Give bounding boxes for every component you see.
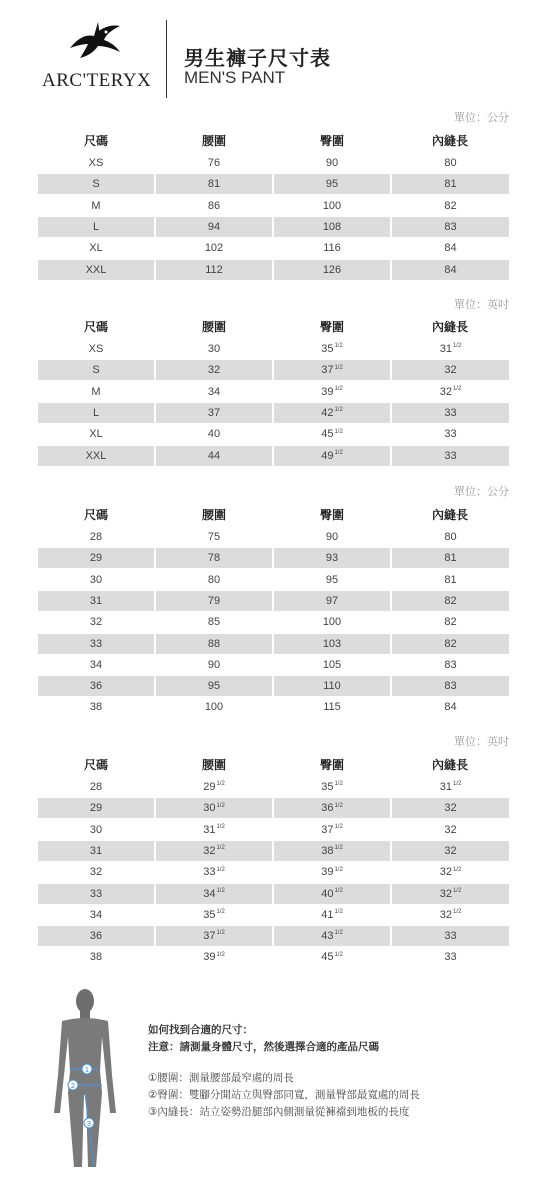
cell-size: 36	[38, 926, 154, 946]
table-row	[38, 217, 509, 237]
header-hip: 臀圍	[319, 508, 344, 522]
cell-size: 28	[89, 781, 103, 793]
cell-inseam: 84	[444, 242, 457, 255]
cell-size: 32	[89, 866, 103, 879]
header-divider	[166, 20, 167, 98]
table-row	[38, 382, 509, 402]
cell-inseam: $31^{1/2}$	[439, 343, 462, 355]
cell-size: XL	[89, 242, 103, 255]
cell-waist: $30^{1/2}$	[156, 798, 272, 818]
half-fraction: 1/2	[334, 364, 343, 371]
table-row	[38, 841, 509, 861]
header-waist: 腰圍	[201, 758, 226, 772]
half-fraction: 1/2	[216, 866, 225, 873]
page-title-zh: 男生褲子尺寸表	[184, 46, 331, 70]
cell-hip: $45^{1/2}$	[321, 428, 343, 441]
table-row	[38, 777, 509, 797]
svg-text:1: 1	[84, 1066, 90, 1074]
half-fraction: 1/2	[452, 887, 462, 894]
half-fraction: 1/2	[334, 866, 343, 873]
header-size: 尺碼	[83, 134, 108, 148]
cell-hip: 103	[274, 634, 390, 654]
page-title-en: MEN'S PANT	[184, 68, 286, 87]
guide-note: 注意：請測量身體尺寸，然後選擇合適的產品尺碼	[148, 1041, 379, 1053]
cell-waist: 37	[156, 403, 272, 423]
header-waist: 腰圍	[201, 508, 226, 522]
table-row	[38, 548, 509, 568]
cell-size: M	[91, 385, 101, 398]
table-row	[38, 612, 509, 632]
cell-waist: $34^{1/2}$	[156, 884, 272, 904]
cell-inseam: 82	[392, 591, 509, 611]
cell-hip: 116	[323, 242, 341, 255]
cell-size: 29	[38, 798, 154, 818]
half-fraction: 1/2	[216, 909, 225, 916]
cell-inseam: 80	[444, 531, 457, 543]
header-hip: 臀圍	[319, 758, 344, 772]
table-row	[38, 196, 509, 216]
cell-hip: 100	[322, 199, 342, 212]
cell-waist: 30	[207, 343, 221, 355]
cell-hip: 108	[274, 217, 390, 237]
table-row	[38, 884, 509, 904]
half-fraction: 1/2	[334, 802, 343, 809]
cell-waist: 80	[207, 573, 221, 586]
cell-inseam: 80	[444, 157, 457, 169]
cell-waist: $31^{1/2}$	[203, 823, 225, 836]
cell-inseam: 33	[392, 926, 509, 946]
unit-label: 單位：英吋	[454, 735, 509, 748]
table-row	[38, 697, 509, 717]
cell-hip: $39^{1/2}$	[321, 866, 343, 879]
half-fraction: 1/2	[216, 887, 225, 894]
header-size: 尺碼	[83, 508, 108, 522]
table-row	[38, 591, 509, 611]
cell-inseam: 82	[444, 199, 457, 212]
cell-size: L	[38, 217, 154, 237]
cell-size: 32	[89, 616, 103, 629]
cell-hip: 95	[325, 573, 339, 586]
half-fraction: 1/2	[334, 930, 343, 937]
cell-waist: 44	[156, 446, 272, 466]
cell-inseam: 83	[392, 217, 509, 237]
cell-size: 33	[38, 634, 154, 654]
cell-waist: $35^{1/2}$	[203, 908, 225, 921]
cell-hip: $38^{1/2}$	[274, 841, 390, 861]
half-fraction: 1/2	[452, 781, 462, 788]
table-row	[38, 339, 509, 359]
half-fraction: 1/2	[452, 909, 462, 916]
cell-inseam: 32	[392, 841, 509, 861]
cell-hip: $43^{1/2}$	[274, 926, 390, 946]
half-fraction: 1/2	[216, 951, 225, 958]
cell-size: 29	[38, 548, 154, 568]
cell-size: XXL	[38, 260, 154, 280]
cell-inseam: 33	[392, 446, 509, 466]
cell-size: 34	[89, 658, 103, 671]
table-row	[38, 174, 509, 194]
cell-hip: $40^{1/2}$	[274, 884, 390, 904]
header-hip: 臀圍	[319, 134, 344, 148]
cell-hip: $45^{1/2}$	[321, 951, 343, 964]
cell-waist: $39^{1/2}$	[203, 951, 225, 964]
cell-size: 30	[89, 573, 103, 586]
cell-waist: 90	[207, 658, 221, 671]
cell-waist: 86	[207, 199, 221, 212]
half-fraction: 1/2	[452, 385, 462, 392]
cell-hip: 105	[322, 658, 342, 671]
cell-inseam: 33	[444, 428, 457, 441]
table-row	[38, 634, 509, 654]
cell-size: XS	[88, 157, 104, 169]
cell-size: 28	[89, 531, 103, 543]
half-fraction: 1/2	[334, 407, 343, 414]
cell-waist: 76	[207, 157, 221, 169]
cell-size: 33	[38, 884, 154, 904]
size-guide	[148, 1022, 528, 1121]
table-row	[38, 360, 509, 380]
guide-item-hip: ②臀圍：雙腳分開站立與臀部同寬，測量臀部最寬處的周長	[148, 1089, 420, 1101]
guide-list	[148, 1070, 528, 1121]
cell-waist: $33^{1/2}$	[203, 866, 225, 879]
cell-inseam: 32	[444, 823, 457, 836]
cell-inseam: 32	[392, 360, 509, 380]
half-fraction: 1/2	[334, 781, 343, 788]
cell-waist: 95	[156, 676, 272, 696]
cell-hip: 110	[274, 676, 390, 696]
cell-waist: 81	[156, 174, 272, 194]
table-row	[38, 260, 509, 280]
guide-item-inseam: ③內縫長：站立姿勢沿腿部內側測量從褲襠到地板的長度	[148, 1106, 410, 1118]
cell-inseam: $31^{1/2}$	[439, 781, 462, 793]
cell-size: 30	[89, 823, 103, 836]
cell-size: L	[38, 403, 154, 423]
cell-size: S	[38, 360, 154, 380]
brand-name: ARC'TERYX	[42, 70, 152, 91]
cell-hip: $41^{1/2}$	[321, 908, 343, 921]
cell-hip: 97	[274, 591, 390, 611]
header-waist: 腰圍	[201, 134, 226, 148]
header-size: 尺碼	[83, 320, 108, 334]
header-size: 尺碼	[83, 758, 108, 772]
header-hip: 臀圍	[319, 320, 344, 334]
cell-size: M	[91, 199, 101, 212]
cell-size: 34	[89, 908, 103, 921]
body-silhouette-icon	[40, 985, 130, 1175]
cell-size: XS	[88, 343, 104, 355]
cell-inseam: 32	[392, 798, 509, 818]
cell-hip: $37^{1/2}$	[321, 823, 343, 836]
cell-inseam: 82	[392, 634, 509, 654]
cell-inseam: 81	[392, 548, 509, 568]
cell-inseam: 83	[444, 658, 457, 671]
cell-waist: 88	[156, 634, 272, 654]
table-row	[38, 820, 509, 840]
half-fraction: 1/2	[216, 823, 225, 830]
half-fraction: 1/2	[216, 845, 225, 852]
cell-size: S	[38, 174, 154, 194]
table-row	[38, 446, 509, 466]
cell-inseam: 84	[444, 701, 457, 714]
half-fraction: 1/2	[452, 343, 462, 350]
half-fraction: 1/2	[334, 449, 343, 456]
half-fraction: 1/2	[334, 909, 343, 916]
cell-hip: $35^{1/2}$	[321, 781, 343, 793]
unit-label: 單位：英吋	[454, 298, 509, 311]
half-fraction: 1/2	[334, 951, 343, 958]
cell-hip: 90	[325, 157, 339, 169]
table-row	[38, 527, 509, 547]
guide-heading: 如何找到合適的尺寸：	[148, 1024, 253, 1036]
half-fraction: 1/2	[216, 930, 225, 937]
cell-inseam: 84	[392, 260, 509, 280]
cell-inseam: $32^{1/2}$	[439, 908, 462, 921]
cell-size: 38	[89, 951, 103, 964]
cell-hip: 93	[274, 548, 390, 568]
table-row	[38, 926, 509, 946]
cell-waist: 85	[207, 616, 221, 629]
cell-waist: 40	[207, 428, 221, 441]
cell-size: 31	[38, 591, 154, 611]
unit-label: 單位：公分	[454, 111, 509, 124]
svg-text:3: 3	[86, 1120, 92, 1128]
table-row	[38, 424, 509, 444]
table-row	[38, 905, 509, 925]
cell-inseam: 82	[444, 616, 457, 629]
half-fraction: 1/2	[334, 343, 343, 350]
table-row	[38, 655, 509, 675]
cell-hip: $35^{1/2}$	[321, 343, 343, 355]
half-fraction: 1/2	[334, 823, 343, 830]
table-header	[38, 506, 509, 526]
cell-hip: 100	[322, 616, 342, 629]
cell-inseam: $32^{1/2}$	[439, 866, 462, 879]
half-fraction: 1/2	[334, 428, 343, 435]
cell-inseam: 81	[392, 174, 509, 194]
half-fraction: 1/2	[216, 802, 225, 809]
cell-waist: $37^{1/2}$	[156, 926, 272, 946]
brand-logo	[40, 18, 150, 98]
table-row	[38, 947, 509, 967]
header-inseam: 內縫長	[431, 758, 468, 772]
cell-waist: 32	[156, 360, 272, 380]
table-row	[38, 570, 509, 590]
half-fraction: 1/2	[452, 866, 462, 873]
archaeopteryx-logo-icon	[60, 18, 130, 64]
cell-waist: 94	[156, 217, 272, 237]
cell-size: 38	[89, 701, 103, 714]
table-header	[38, 318, 509, 338]
header-waist: 腰圍	[201, 320, 226, 334]
cell-hip: $42^{1/2}$	[274, 403, 390, 423]
cell-inseam: $32^{1/2}$	[439, 385, 462, 398]
header-inseam: 內縫長	[431, 134, 468, 148]
table-header	[38, 756, 509, 776]
body-measurement-figure	[40, 985, 130, 1175]
cell-waist: 112	[156, 260, 272, 280]
cell-inseam: 33	[444, 951, 457, 964]
cell-size: 31	[38, 841, 154, 861]
table-row	[38, 238, 509, 258]
table-row	[38, 798, 509, 818]
cell-waist: 100	[204, 701, 224, 714]
half-fraction: 1/2	[216, 781, 225, 788]
cell-hip: 95	[274, 174, 390, 194]
cell-inseam: $32^{1/2}$	[392, 884, 509, 904]
cell-size: XL	[89, 428, 103, 441]
table-header	[38, 132, 509, 152]
half-fraction: 1/2	[334, 887, 343, 894]
unit-label: 單位：公分	[454, 485, 509, 498]
table-row	[38, 676, 509, 696]
cell-hip: 90	[325, 531, 339, 543]
cell-waist: 78	[156, 548, 272, 568]
header-inseam: 內縫長	[431, 508, 468, 522]
header	[0, 0, 550, 105]
cell-waist: 79	[156, 591, 272, 611]
cell-inseam: 81	[444, 573, 457, 586]
cell-waist: 34	[207, 385, 221, 398]
cell-hip: $37^{1/2}$	[274, 360, 390, 380]
half-fraction: 1/2	[334, 385, 343, 392]
cell-hip: 115	[323, 701, 341, 714]
table-row	[38, 862, 509, 882]
half-fraction: 1/2	[334, 845, 343, 852]
cell-inseam: 83	[392, 676, 509, 696]
cell-hip: $36^{1/2}$	[274, 798, 390, 818]
cell-hip: 126	[274, 260, 390, 280]
cell-size: XXL	[38, 446, 154, 466]
cell-hip: $39^{1/2}$	[321, 385, 343, 398]
header-inseam: 內縫長	[431, 320, 468, 334]
guide-item-waist: ①腰圍：測量腰部最窄處的周長	[148, 1072, 294, 1084]
cell-waist: 75	[207, 531, 221, 543]
cell-hip: $49^{1/2}$	[274, 446, 390, 466]
cell-inseam: 33	[392, 403, 509, 423]
cell-size: 36	[38, 676, 154, 696]
table-row	[38, 403, 509, 423]
svg-text:2: 2	[70, 1082, 76, 1090]
cell-waist: $29^{1/2}$	[203, 781, 225, 793]
cell-waist: $32^{1/2}$	[156, 841, 272, 861]
cell-waist: 102	[204, 242, 224, 255]
table-row	[38, 153, 509, 173]
